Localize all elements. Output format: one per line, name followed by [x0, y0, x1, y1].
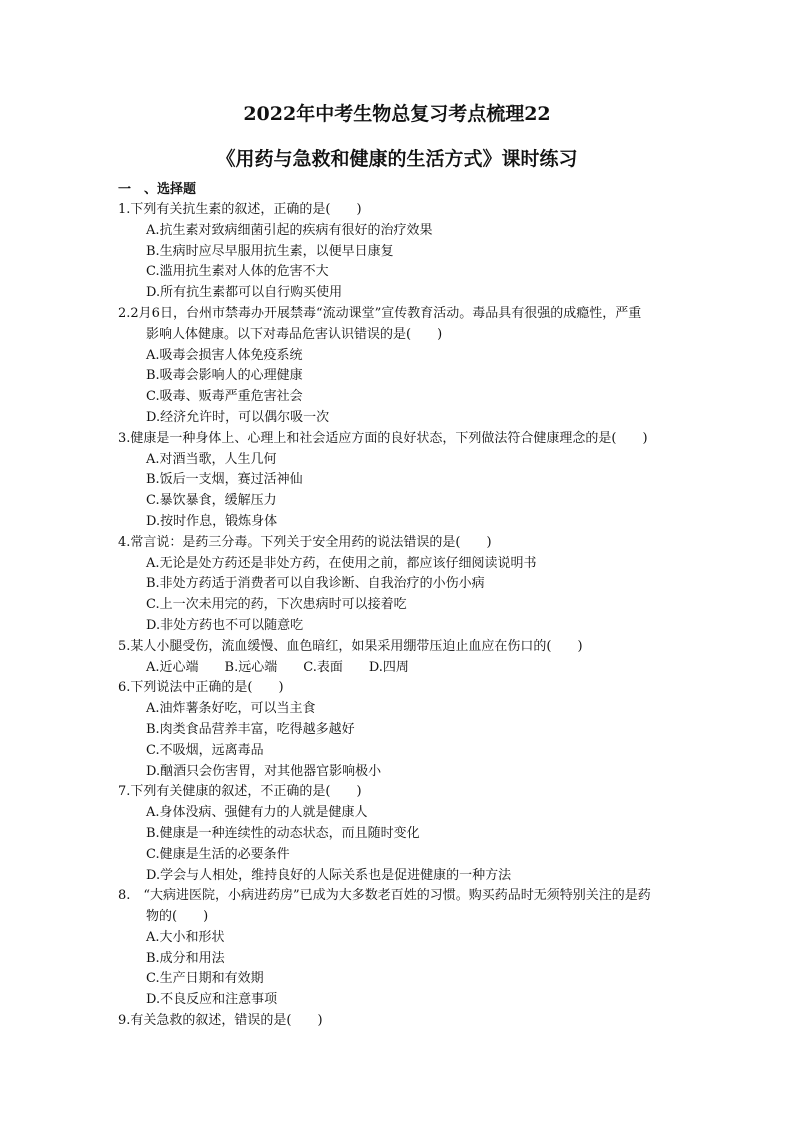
answer-option: C.暴饮暴食，缓解压力 — [146, 493, 277, 509]
answer-option: B.远心端 — [224, 659, 278, 675]
answer-option: B.饭后一支烟，赛过活神仙 — [146, 472, 303, 488]
question-stem: 4.常言说：是药三分毒。下列关于安全用药的说法错误的是( ) — [118, 534, 492, 550]
answer-option: B.健康是一种连续性的动态状态，而且随时变化 — [146, 825, 420, 841]
question-5 — [118, 637, 698, 679]
question-stem: 1.下列有关抗生素的叙述，正确的是( ) — [118, 202, 362, 217]
answer-option: B.吸毒会影响人的心理健康 — [146, 368, 303, 384]
question-8 — [118, 886, 698, 1011]
question-9 — [118, 1011, 698, 1032]
question-3 — [118, 429, 698, 533]
answer-option: D.经济允许时，可以偶尔吸一次 — [146, 409, 330, 425]
answer-option: A.身体没病、强健有力的人就是健康人 — [146, 805, 368, 821]
question-2 — [118, 304, 698, 429]
question-6 — [118, 678, 698, 782]
answer-option: B.肉类食品营养丰富，吃得越多越好 — [146, 721, 355, 737]
answer-option: A.油炸薯条好吃，可以当主食 — [146, 701, 316, 717]
question-stem: 5.某人小腿受伤，流血缓慢、血色暗红，如果采用绷带压迫止血应在伤口的( ) — [118, 638, 583, 654]
question-stem-continued: 物的( ) — [146, 909, 209, 925]
question-4 — [118, 533, 698, 637]
answer-option: A.抗生素对致病细菌引起的疾病有很好的治疗效果 — [146, 222, 433, 238]
document-title: 2022年中考生物总复习考点梳理22 — [243, 103, 551, 125]
answer-option: C.健康是生活的必要条件 — [146, 846, 290, 862]
question-stem-continued: 影响人体健康。以下对毒品危害认识错误的是( ) — [146, 326, 443, 342]
answer-option: C.吸毒、贩毒严重危害社会 — [146, 389, 303, 405]
question-stem: 8. “大病进医院，小病进药房”已成为大多数老百姓的习惯。购买药品时无须特别关注的是药 — [118, 888, 651, 904]
answer-option: A.大小和形状 — [146, 929, 225, 945]
answer-option: D.酗酒只会伤害胃，对其他器官影响极小 — [146, 763, 382, 779]
question-stem: 7.下列有关健康的叙述，不正确的是( ) — [118, 784, 362, 800]
question-stem: 6.下列说法中正确的是( ) — [118, 680, 284, 696]
answer-option: C.表面 — [303, 659, 343, 675]
question-stem: 3.健康是一种身体上、心理上和社会适应方面的良好状态，下列做法符合健康理念的是( ) — [118, 430, 648, 446]
answer-option: B.非处方药适于消费者可以自我诊断、自我治疗的小伤小病 — [146, 576, 485, 592]
answer-option: A.无论是处方药还是非处方药，在使用之前，都应该仔细阅读说明书 — [146, 555, 537, 571]
document-subtitle: 《用药与急救和健康的生活方式》课时练习 — [216, 148, 578, 170]
answer-option: D.按时作息，锻炼身体 — [146, 513, 278, 529]
question-1 — [118, 200, 698, 304]
answer-option: C.上一次未用完的药，下次患病时可以接着吃 — [146, 597, 407, 613]
answer-option: A.对酒当歌，人生几何 — [146, 451, 277, 467]
answer-option: D.不良反应和注意事项 — [146, 992, 278, 1008]
question-7 — [118, 782, 698, 886]
answer-option: A.吸毒会损害人体免疫系统 — [146, 347, 303, 363]
answer-option: C.不吸烟，远离毒品 — [146, 742, 264, 758]
question-list — [118, 200, 698, 1032]
answer-option: B.成分和用法 — [146, 950, 225, 966]
answer-option: D.四周 — [368, 659, 409, 675]
answer-option: D.所有抗生素都可以自行购买使用 — [146, 285, 343, 301]
answer-option-row — [118, 658, 698, 679]
answer-option: B.生病时应尽早服用抗生素，以便早日康复 — [146, 243, 394, 259]
answer-option: A.近心端 — [146, 659, 199, 675]
answer-option: D.学会与人相处，维持良好的人际关系也是促进健康的一种方法 — [146, 867, 512, 883]
question-stem: 9.有关急救的叙述，错误的是( ) — [118, 1013, 323, 1029]
answer-option: D.非处方药也不可以随意吃 — [146, 617, 304, 633]
answer-option: C.滥用抗生素对人体的危害不大 — [146, 264, 329, 280]
question-stem: 2.2月6日，台州市禁毒办开展禁毒“流动课堂”宣传教育活动。毒品具有很强的成瘾性，严重 — [118, 305, 642, 321]
answer-option: C.生产日期和有效期 — [146, 971, 264, 987]
section-heading: 一 、选择题 — [118, 182, 197, 197]
